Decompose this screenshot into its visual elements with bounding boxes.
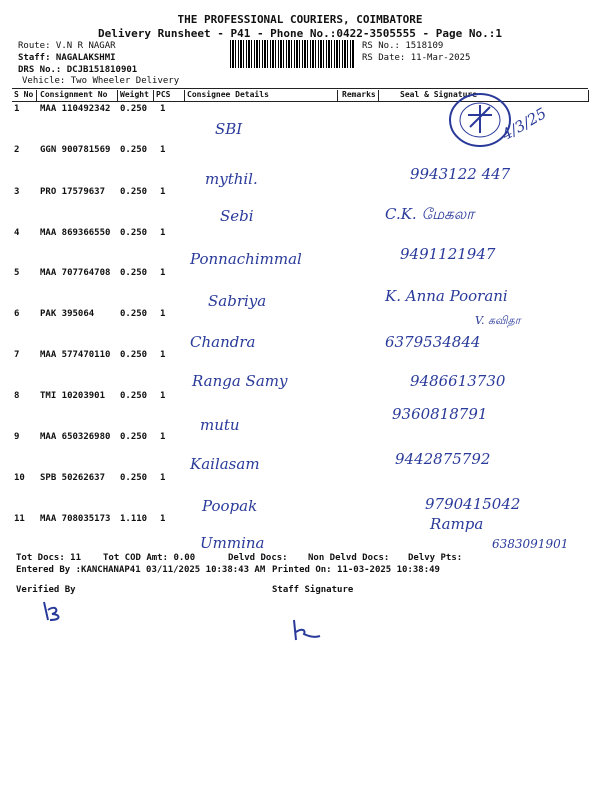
stamp-text: V. கவிதா <box>475 314 521 327</box>
row-consignee: mutu <box>200 416 240 434</box>
delvd-docs: Delvd Docs: <box>228 553 288 563</box>
row-consignee: Ponnachimmal <box>190 250 302 268</box>
row-consignee: Ranga Samy <box>192 372 288 390</box>
verified-signature-mark <box>38 598 68 624</box>
col-weight: Weight <box>120 90 149 99</box>
col-divider <box>588 90 589 102</box>
col-consignee: Consignee Details <box>187 90 269 99</box>
row-signature: 9442875792 <box>395 450 491 468</box>
vehicle: Vehicle: Two Wheeler Delivery <box>22 76 180 86</box>
row-consignee: Chandra <box>190 333 256 351</box>
col-divider <box>184 90 185 102</box>
row-weight: 0.250 <box>120 268 148 278</box>
col-divider <box>378 90 379 102</box>
staff: Staff: NAGALAKSHMI <box>18 53 116 63</box>
company-title: THE PROFESSIONAL COURIERS, COIMBATORE <box>177 13 423 26</box>
row-consignment-no: TMI 10203901 <box>40 391 106 401</box>
row-consignment-no: GGN 900781569 <box>40 145 111 155</box>
row-signature: C.K. மேகலா <box>385 205 475 223</box>
col-divider <box>36 90 37 102</box>
row-sno: 6 <box>14 309 20 319</box>
row-pcs: 1 <box>160 228 166 238</box>
row-signature: 9491121947 <box>400 245 496 263</box>
col-remarks: Remarks <box>342 90 376 99</box>
row-consignee: mythil. <box>205 170 258 188</box>
non-delvd-docs: Non Delvd Docs: <box>308 553 390 563</box>
printed-on: Printed On: 11-03-2025 10:38:49 <box>272 565 440 575</box>
row-consignee: Ummina <box>200 534 265 552</box>
row-consignment-no: MAA 708035173 <box>40 514 111 524</box>
row-sno: 3 <box>14 187 20 197</box>
row-signature: 6379534844 <box>385 333 481 351</box>
row-consignee: Kailasam <box>190 455 260 473</box>
verified-by: Verified By <box>16 585 76 595</box>
staff-signature-mark <box>288 618 324 644</box>
col-divider <box>337 90 338 102</box>
col-pcs: PCS <box>156 90 171 99</box>
row-weight: 0.250 <box>120 145 148 155</box>
row-pcs: 1 <box>160 268 166 278</box>
col-sno: S No <box>14 90 34 99</box>
row-sno: 1 <box>14 104 20 114</box>
row-pcs: 1 <box>160 514 166 524</box>
drs-no: DRS No.: DCJB151810901 <box>18 65 138 75</box>
row-signature: 9943122 447 <box>410 165 511 183</box>
row-consignment-no: PAK 395064 <box>40 309 95 319</box>
runsheet-subtitle: Delivery Runsheet - P41 - Phone No.:0422-3505555 - Page No.:1 <box>98 27 502 40</box>
row-pcs: 1 <box>160 145 166 155</box>
col-signature: Seal & Signature <box>400 90 478 99</box>
row-consignment-no: MAA 869366550 <box>40 228 111 238</box>
row-sno: 10 <box>14 473 25 483</box>
row-consignee: Poopak <box>202 497 258 515</box>
row-consignment-no: MAA 110492342 <box>40 104 111 114</box>
row-consignment-no: MAA 577470110 <box>40 350 111 360</box>
row-signature: 4/3/25 <box>498 104 550 144</box>
row-signature: 9360818791 <box>392 405 488 423</box>
delvy-pts: Delvy Pts: <box>408 553 463 563</box>
tot-docs: Tot Docs: 11 <box>16 553 82 563</box>
row-pcs: 1 <box>160 187 166 197</box>
row-consignment-no: SPB 50262637 <box>40 473 106 483</box>
row-weight: 0.250 <box>120 350 148 360</box>
rs-date: RS Date: 11-Mar-2025 <box>362 53 471 63</box>
row-sno: 5 <box>14 268 20 278</box>
rs-no: RS No.: 1518109 <box>362 41 444 51</box>
row-weight: 1.110 <box>120 514 148 524</box>
staff-signature-label: Staff Signature <box>272 585 354 595</box>
row-weight: 0.250 <box>120 309 148 319</box>
row-signature: K. Anna Poorani <box>385 287 508 305</box>
row-consignment-no: MAA 707764708 <box>40 268 111 278</box>
row-consignment-no: PRO 17579637 <box>40 187 106 197</box>
row-sno: 2 <box>14 145 20 155</box>
route: Route: V.N R NAGAR <box>18 41 116 51</box>
row-sno: 4 <box>14 228 20 238</box>
row-consignment-no: MAA 650326980 <box>40 432 111 442</box>
row-weight: 0.250 <box>120 432 148 442</box>
row-sno: 11 <box>14 514 25 524</box>
row-pcs: 1 <box>160 473 166 483</box>
seal-stamp <box>440 85 520 155</box>
row-pcs: 1 <box>160 391 166 401</box>
col-divider <box>117 90 118 102</box>
row-pcs: 1 <box>160 432 166 442</box>
row-pcs: 1 <box>160 350 166 360</box>
row-signature: 9790415042 <box>425 495 521 513</box>
row-pcs: 1 <box>160 104 166 114</box>
row-consignee: SBI <box>215 120 243 138</box>
extra-signature: 6383091901 <box>492 537 569 551</box>
col-divider <box>153 90 154 102</box>
row-signature: 9486613730 <box>410 372 506 390</box>
col-consignment: Consignment No <box>40 90 108 99</box>
entered-by: Entered By :KANCHANAP41 03/11/2025 10:38:43 AM <box>16 565 266 575</box>
row-pcs: 1 <box>160 309 166 319</box>
row-weight: 0.250 <box>120 187 148 197</box>
tot-cod: Tot COD Amt: 0.00 <box>103 553 196 563</box>
row-weight: 0.250 <box>120 473 148 483</box>
row-consignee: Sebi <box>220 207 254 225</box>
barcode <box>230 40 355 68</box>
row-weight: 0.250 <box>120 104 148 114</box>
row-signature: Rampa <box>430 515 484 533</box>
row-weight: 0.250 <box>120 391 148 401</box>
row-consignee: Sabriya <box>208 292 267 310</box>
row-sno: 8 <box>14 391 20 401</box>
row-sno: 7 <box>14 350 20 360</box>
row-sno: 9 <box>14 432 20 442</box>
row-weight: 0.250 <box>120 228 148 238</box>
